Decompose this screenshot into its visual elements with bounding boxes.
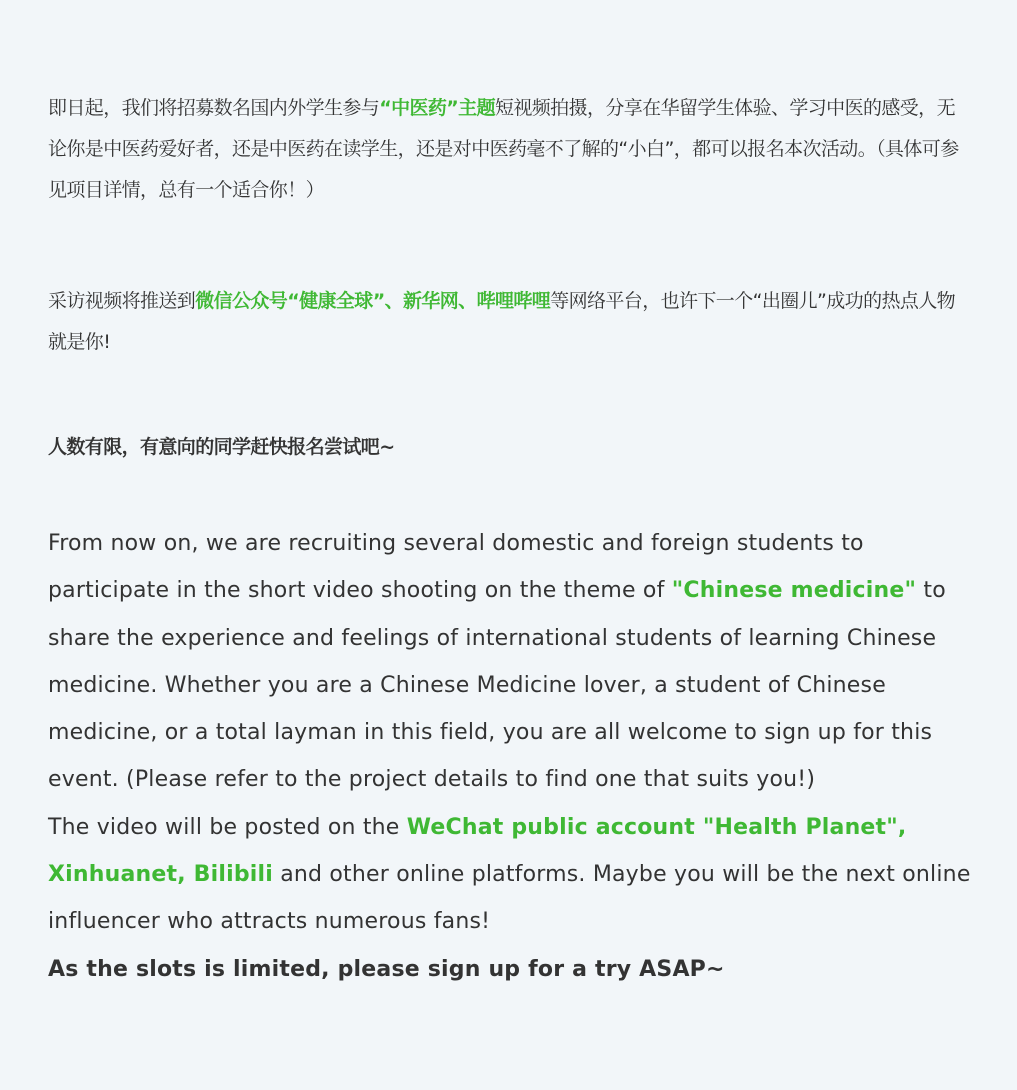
- zh-theme-highlight: “中医药”主题: [379, 97, 495, 119]
- en-section: [48, 520, 972, 993]
- en-intro-text-rest: to share the experience and feelings of international students of learning Chinese medicine. Whether you are a Chinese Medicine lover, a student of Chinese medicine, or a total layman in this field, you are all welcome to sign up for this event. (Please refer to the project details to find one that suits you!): [48, 578, 946, 793]
- zh-platforms-text: 采访视频将推送到: [48, 290, 196, 312]
- zh-call-to-action: 人数有限，有意向的同学赶快报名尝试吧~: [48, 436, 395, 458]
- zh-intro-text-rest: 短视频拍摄，分享在华留学生体验、学习中医的感受，无论你是中医药爱好者，还是中医药在读学生，还是对中医药毫不了解的“小白”，都可以报名本次活动。（具体可参见项目详情，总有一个适合你！）: [48, 97, 959, 201]
- en-intro-text: From now on, we are recruiting several domestic and foreign students to participate in the short video shooting on the theme of: [48, 531, 864, 604]
- en-theme-highlight: "Chinese medicine": [671, 578, 917, 604]
- en-platforms-highlight: WeChat public account "Health Planet", Xinhuanet, Bilibili: [48, 814, 907, 888]
- zh-paragraph-platforms: [48, 281, 972, 363]
- zh-intro-text: 即日起，我们将招募数名国内外学生参与: [48, 97, 380, 119]
- zh-paragraph-intro: [48, 88, 972, 211]
- zh-platforms-highlight: 微信公众号“健康全球”、新华网、哔哩哔哩: [195, 290, 551, 312]
- en-platforms-text-rest: and other online platforms. Maybe you will be the next online influencer who attracts numerous fans!: [48, 862, 971, 935]
- en-platforms-text: The video will be posted on the: [48, 814, 407, 840]
- zh-platforms-text-rest: 等网络平台，也许下一个“出圈儿”成功的热点人物就是你!: [48, 290, 956, 353]
- en-call-to-action: As the slots is limited, please sign up for a try ASAP~: [48, 956, 725, 982]
